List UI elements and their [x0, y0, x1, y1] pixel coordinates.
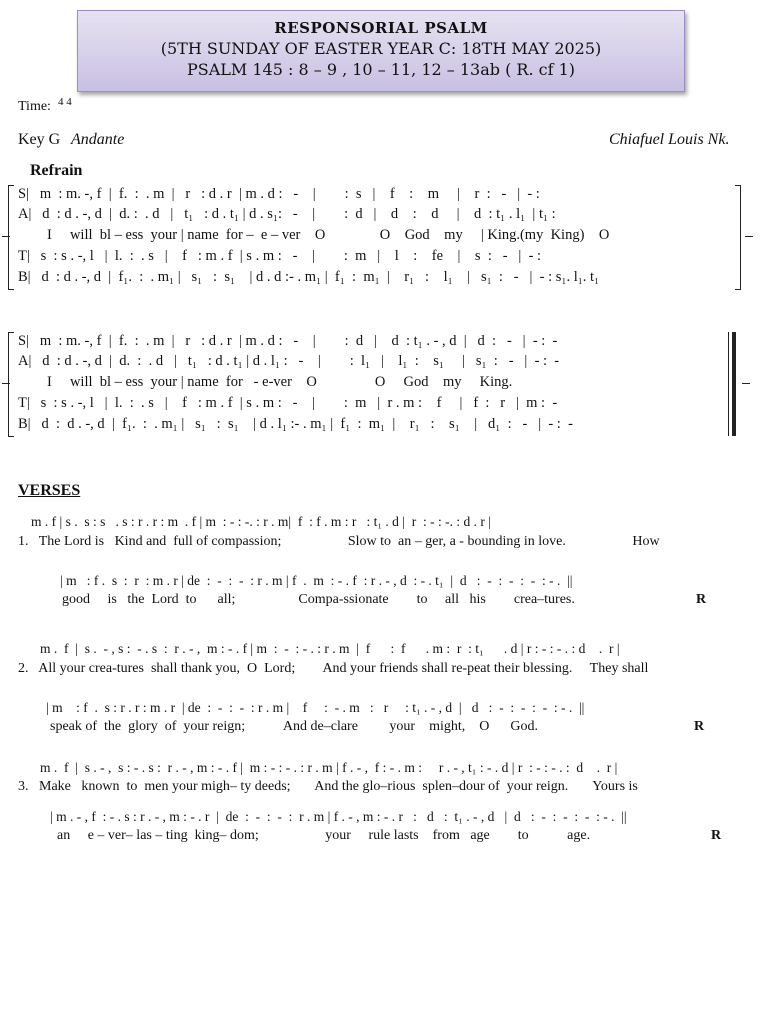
- document-title: RESPONSORIAL PSALM: [274, 19, 488, 37]
- response-marker: R: [694, 719, 705, 734]
- lyric-line: I will bl – ess your | name for - e-ver O O God my King.: [18, 374, 513, 390]
- verse-3-lyrics-2: an e – ver– las – ting king– dom; your rule lasts from age to age.: [57, 828, 591, 843]
- response-marker: R: [696, 592, 707, 607]
- psalm-reference: PSALM 145 : 8 – 9 , 10 – 11, 12 – 13ab ( R. cf 1): [186, 60, 576, 79]
- key-label: Key G: [18, 131, 61, 148]
- verse-3-notes-1: m . f | s . - , s : - . s : r . - , m : - . f | m : - : - . : r . m | f . - , f : - . m : r . - , t₁ : - . d | r : - : - . : d . r |: [40, 760, 618, 775]
- time-label: Time:: [18, 99, 51, 114]
- brace-tick: [745, 236, 753, 237]
- bass-line: B| d : d . -, d | f₁. : . m₁ | s₁ : s₁ | d . l₁ :- . m₁ | f₁ : m₁ | r₁ : s₁ | d₁ : - | - : -: [18, 416, 573, 432]
- response-marker: R: [711, 828, 722, 843]
- brace-tick: [2, 236, 10, 237]
- alto-line: A| d : d . -, d | d. : . d | t₁ : d . t₁ | d . l₁ : - | : l₁ | l₁ : s₁ | s₁ : - | - : -: [18, 353, 560, 369]
- brace-tick: [2, 383, 10, 384]
- final-barline: [728, 332, 736, 436]
- composer-name: Chiafuel Louis Nk.: [609, 131, 730, 148]
- verse-1-notes-1: m . f | s . s : s . s : r . r : m . f | m : - : -. : r . m| f : f . m : r : t₁ . d | r : - : -. : d . r |: [31, 514, 491, 529]
- occasion-line: (5TH SUNDAY OF EASTER YEAR C: 18TH MAY 2025): [160, 39, 602, 58]
- system-brace-right: [735, 185, 741, 290]
- verse-3-notes-2: | m . - , f : - . s : r . - , m : - . r | de : - : - : r . m | f . - , m : - . r : d : t₁ . - , d | d : - : - : - : - . ||: [50, 809, 627, 824]
- system-brace-left: [8, 185, 14, 290]
- alto-line: A| d : d . -, d | d. : . d | t₁ : d . t₁ | d . s₁: - | : d | d : d | d : t₁ . l₁ | t₁ :: [18, 206, 556, 222]
- verse-1-lyrics-1: 1. The Lord is Kind and full of compassion; Slow to an – ger, a - bounding in love. How: [18, 534, 660, 549]
- header-box: [77, 10, 685, 92]
- lyric-line: I will bl – ess your | name for – e – ver O O God my | King.(my King) O: [18, 227, 610, 243]
- brace-tick: [742, 383, 750, 384]
- verse-2-lyrics-1: 2. All your crea-tures shall thank you, O Lord; And your friends shall re-peat their blessing. They shall: [18, 661, 649, 676]
- verse-2-notes-1: m . f | s . - , s : - . s : r . - , m : - . f | m : - : - . : r . m | f : f . m : r : t₁ . d | r : - : - . : d . r |: [40, 641, 620, 656]
- verses-title: VERSES: [18, 482, 81, 499]
- tenor-line: T| s : s . -, l | l. : . s | f : m . f | s . m : - | : m | l : fe | s : - | - :: [18, 248, 542, 264]
- refrain-title: Refrain: [30, 162, 83, 179]
- verse-1-lyrics-2: good is the Lord to all; Compa-ssionate to all his crea–tures.: [62, 592, 575, 607]
- verse-2-notes-2: | m : f . s : r . r : m . r | de : - : - : r . m | f : - . m : r : t₁ . - , d | d : - : - : - : - . ||: [46, 700, 585, 715]
- system-brace-left: [8, 332, 14, 437]
- verse-1-notes-2: | m : f . s : r : m . r | de : - : - : r . m | f . m : - . f : r . - , d : - . t₁ | d : - : - : - : - . ||: [60, 573, 573, 588]
- time-signature: 4 4: [58, 96, 72, 108]
- tempo-marking: Andante: [71, 131, 125, 148]
- soprano-line: S| m : m. -, f | f. : . m | r : d . r | m . d : - | : d | d : t₁ . - , d | d : - | - : -: [18, 333, 558, 349]
- soprano-line: S| m : m. -, f | f. : . m | r : d . r | m . d : - | : s | f : m | r : - | - :: [18, 186, 540, 202]
- verse-2-lyrics-2: speak of the glory of your reign; And de–clare your might, O God.: [50, 719, 538, 734]
- tenor-line: T| s : s . -, l | l. : . s | f : m . f | s . m : - | : m | r . m : f | f : r | m : -: [18, 395, 558, 411]
- verse-3-lyrics-1: 3. Make known to men your migh– ty deeds; And the glo–rious splen–dour of your reign. Yours is: [18, 779, 638, 794]
- bass-line: B| d : d . -, d | f₁. : . m₁ | s₁ : s₁ | d . d :- . m₁ | f₁ : m₁ | r₁ : l₁ | s₁ : - | - : s₁. l₁. t₁: [18, 269, 600, 285]
